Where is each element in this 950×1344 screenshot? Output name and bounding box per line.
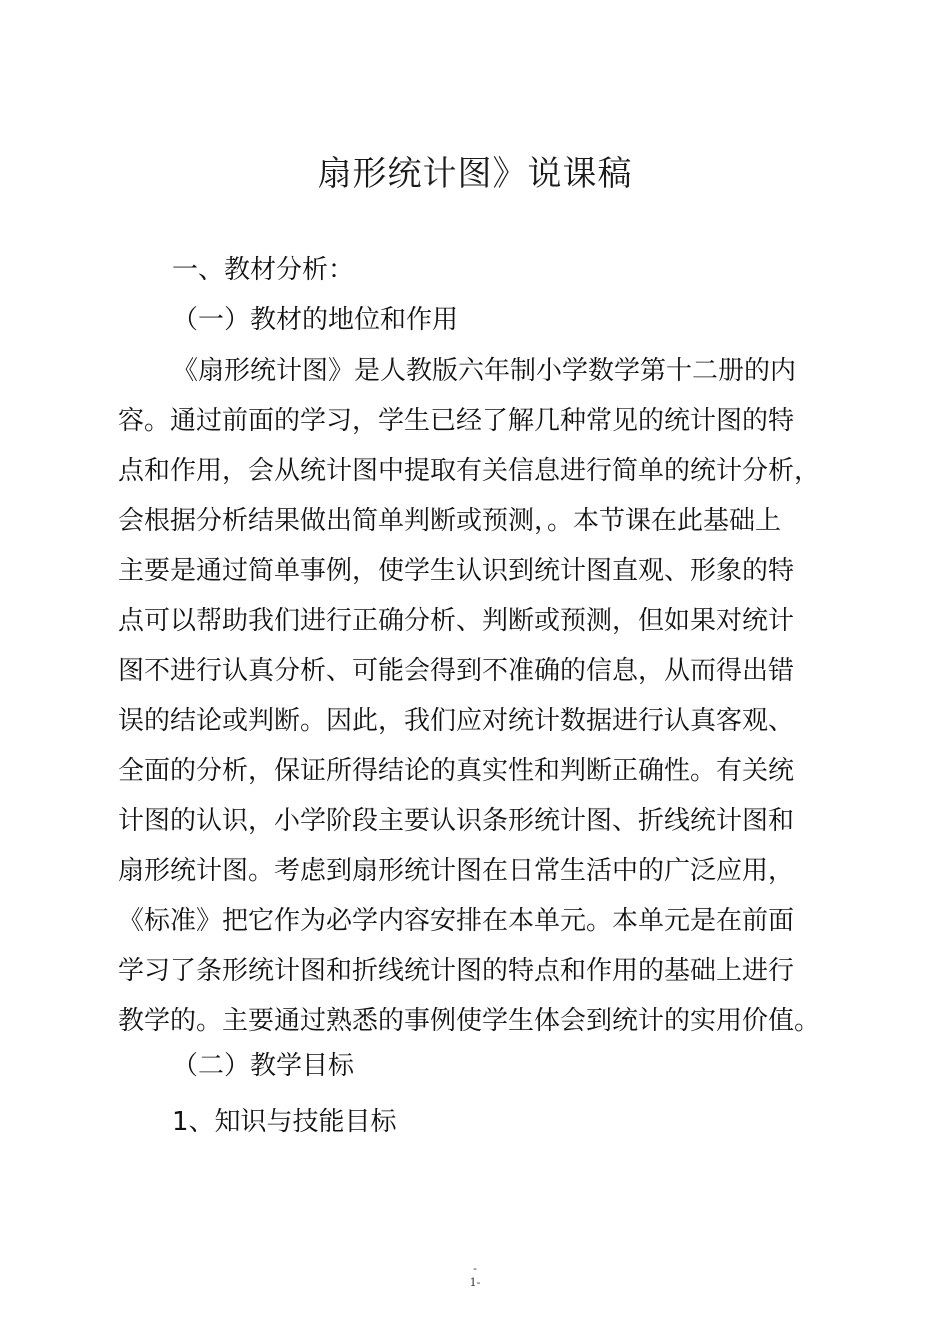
paragraph-line: 《标准》把它作为必学内容安排在本单元。本单元是在前面 — [118, 906, 795, 936]
section-heading-textbook-analysis: 一、教材分析： — [172, 255, 355, 285]
paragraph-line: 主要是通过简单事例，使学生认识到统计图直观、形象的特 — [118, 556, 795, 586]
paragraph-line: 容。通过前面的学习，学生已经了解几种常见的统计图的特 — [118, 406, 795, 436]
subsection-heading-teaching-goals: （二）教学目标 — [172, 1051, 355, 1081]
body-paragraph — [118, 346, 848, 1046]
paragraph-line: 学习了条形统计图和折线统计图的特点和作用的基础上进行 — [118, 956, 795, 986]
document-title: 扇形统计图》说课稿 — [317, 154, 633, 194]
paragraph-line: 点和作用，会从统计图中提取有关信息进行简单的统计分析， — [118, 456, 821, 486]
page-footer — [0, 1262, 950, 1290]
paragraph-line: 扇形统计图。考虑到扇形统计图在日常生活中的广泛应用， — [118, 856, 795, 886]
paragraph-line: 教学的。主要通过熟悉的事例使学生体会到统计的实用价值。 — [118, 1006, 821, 1036]
paragraph-line: 《扇形统计图》是人教版六年制小学数学第十二册的内 — [172, 356, 797, 386]
footer-dash: - — [473, 1262, 477, 1275]
paragraph-line: 会根据分析结果做出简单判断或预测，。本节课在此基础上 — [118, 506, 782, 536]
list-item-knowledge-skills-goal: 1、知识与技能目标 — [172, 1107, 397, 1137]
paragraph-line: 全面的分析，保证所得结论的真实性和判断正确性。有关统 — [118, 756, 795, 786]
paragraph-line: 计图的认识，小学阶段主要认识条形统计图、折线统计图和 — [118, 806, 795, 836]
page-number: 1- — [469, 1276, 481, 1289]
paragraph-line: 图不进行认真分析、可能会得到不准确的信息，从而得出错 — [118, 656, 795, 686]
subsection-heading-status-and-role: （一）教材的地位和作用 — [172, 305, 459, 335]
paragraph-line: 点可以帮助我们进行正确分析、判断或预测，但如果对统计 — [118, 606, 795, 636]
paragraph-line: 误的结论或判断。因此，我们应对统计数据进行认真客观、 — [118, 706, 795, 736]
